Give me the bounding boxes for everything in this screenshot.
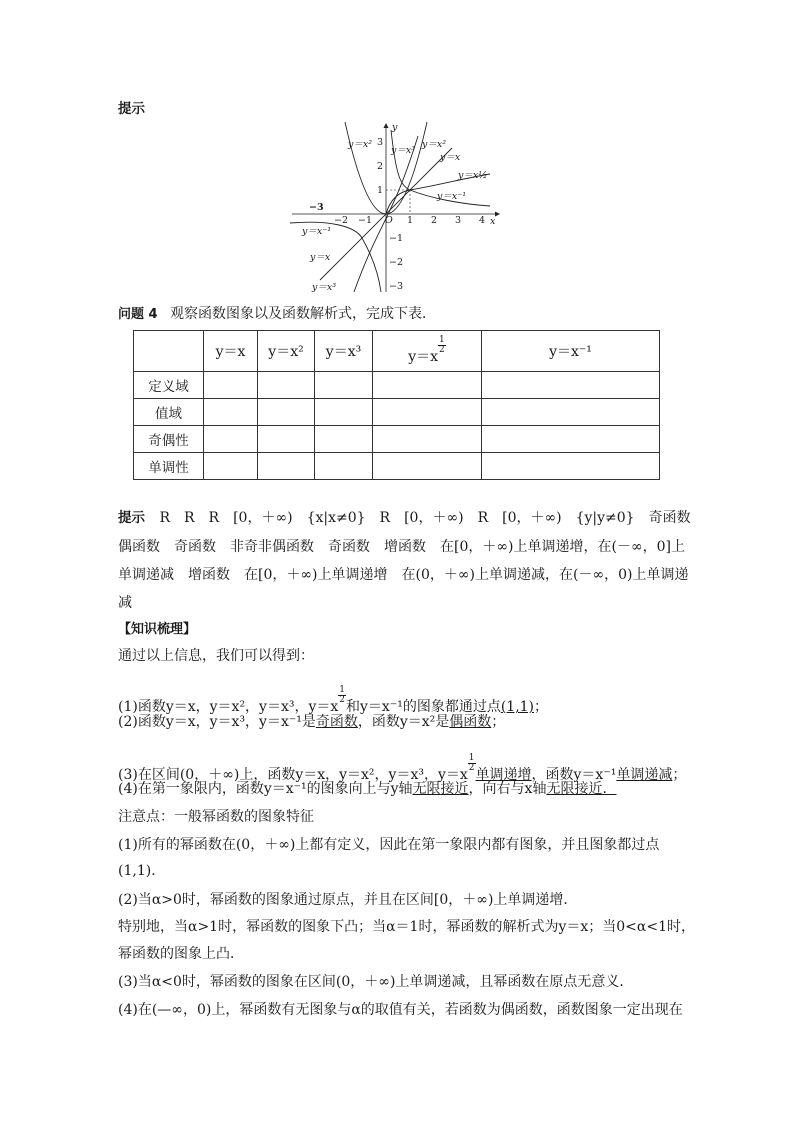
table-header: y＝x⁻¹ [482,331,660,372]
power-function-graph [290,120,502,295]
x-tick: 2 [431,215,438,226]
knowledge-item-4: (4)在第一象限内，函数y＝x⁻¹的图象向上与y轴无限接近，向右与x轴无限接近． [118,781,617,797]
note-1b: (1,1)． [118,863,166,879]
note-2c: 幂函数的图象上凸． [118,946,244,962]
note-1a: (1)所有的幂函数在(0，＋∞)上都有定义，因此在第一象限内都有图象，并且图象都过点 [118,837,660,853]
row-header: 值域 [134,399,204,426]
y-tick: −2 [389,257,404,268]
y-tick: −1 [389,233,404,244]
exponent-fraction: $\frac{1}{2}$ [439,335,445,355]
label-x-half: y＝x½ [458,170,488,181]
question-label: 问题 4 [118,307,158,322]
question-4 [118,305,436,324]
y-tick: −3 [389,281,404,292]
answer-line-2: 偶函数 奇函数 非奇非偶函数 奇函数 增函数 在[0，＋∞)上单调递增，在(－∞，0]上 [118,539,685,555]
hint-label: 提示 [118,101,145,117]
origin-label: O [385,215,393,226]
label-x2-right: y＝x² [422,139,447,150]
answer-label: 提示 [118,510,145,526]
question-text: 观察函数图象以及函数解析式，完成下表． [170,306,437,322]
answer-line-1: 提示 R R R [0，＋∞) {x|x≠0} R [0，＋∞) R [0，＋∞) {y|y≠0} 奇函数 [118,510,691,526]
table-header-sqrt [373,331,482,372]
note-3: (3)当α<0时，幂函数的图象在区间(0，＋∞)上单调递减，且幂函数在原点无意义． [118,974,634,990]
knowledge-intro: 通过以上信息，我们可以得到： [118,648,314,664]
y-axis-arrow [384,123,389,128]
y-tick: 3 [377,137,384,148]
y-tick: 2 [377,161,384,172]
x-tick: −1 [358,215,373,226]
x-tick: 1 [407,215,414,226]
x-axis-arrow [495,212,500,217]
knowledge-item-2: (2)函数y＝x，y＝x³，y＝x⁻¹是奇函数，函数y＝x²是偶函数； [118,714,506,730]
label-x: y＝x [440,152,461,163]
knowledge-item-3: (3)在区间(0，＋∞)上，函数y＝x，y＝x²，y＝x³，y＝x $\frac{1}{2}$ 单调递增，函数y＝x⁻¹单调递减； [118,753,687,783]
row-header: 奇偶性 [134,426,204,453]
table-header-text: y＝x [408,349,439,365]
y-tick: 1 [377,185,384,196]
label-x-inv-q3: y＝x⁻¹ [302,226,332,237]
knowledge-item-1: (1)函数y＝x，y＝x²，y＝x³，y＝x $\frac{1}{2}$ 和y＝x⁻¹的图象都通过点(1,1)； [118,685,549,715]
answer-line-4: 减 [118,595,132,611]
x-axis-label: x [490,216,496,227]
label-x-inv: y＝x⁻¹ [437,191,467,202]
y-axis-label: y [392,122,398,133]
notes-title: 注意点：一般幂函数的图象特征 [118,809,314,825]
table-header: y＝x³ [315,331,373,372]
label-x3-q3: y＝x³ [312,282,337,293]
row-header: 单调性 [134,453,204,480]
properties-table [133,330,660,480]
table-header: y＝x² [258,331,315,372]
label-x3: y＝x³ [391,145,416,156]
answer-line-3: 单调递减 增函数 在[0，＋∞)上单调递增 在(0，＋∞)上单调递减，在(－∞，0)上单调递 [118,567,689,583]
x-tick: −2 [334,215,349,226]
table-corner [134,331,204,372]
label-x-q3: y＝x [310,252,331,263]
note-2a: (2)当α>0时，幂函数的图象通过原点，并且在区间[0，＋∞)上单调递增． [118,892,578,908]
x-tick: 4 [479,215,486,226]
x-tick: −3 [309,202,324,213]
x-tick: 3 [455,215,462,226]
label-x2: y＝x² [348,139,373,150]
knowledge-title: 【知识梳理】 [118,622,197,637]
note-4: (4)在(—∞，0)上，幂函数有无图象与α的取值有关，若函数为偶函数，函数图象一定出现在 [118,1002,683,1018]
table-header: y＝x [204,331,258,372]
row-header: 定义域 [134,372,204,399]
note-2b: 特别地，当α>1时，幂函数的图象下凸；当α＝1时，幂函数的解析式为y＝x；当0<α<1时， [118,919,695,935]
